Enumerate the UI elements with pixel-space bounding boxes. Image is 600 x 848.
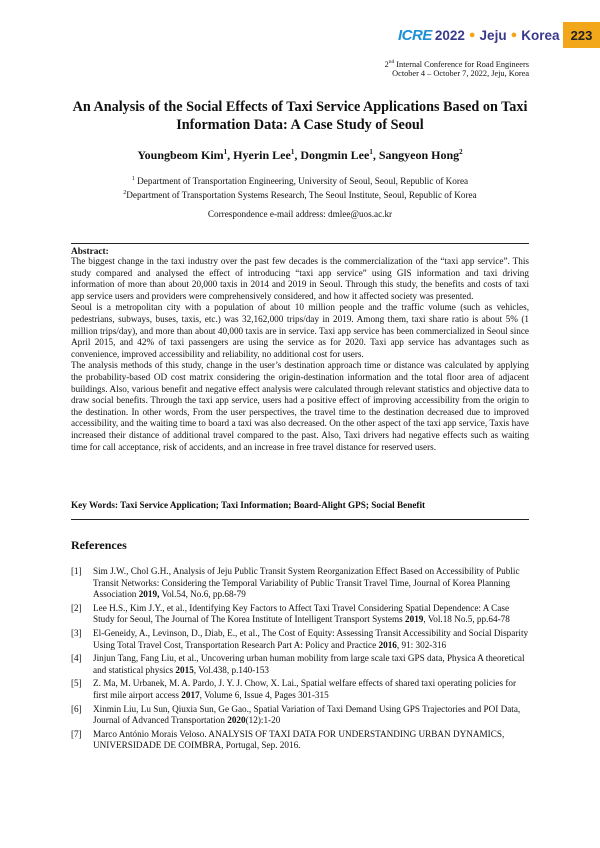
paper-title: An Analysis of the Social Effects of Taxi Service Applications Based on Taxi Information Data: A Case Study of Seoul [72, 99, 528, 133]
logo-year: 2022 [434, 27, 465, 43]
reference-item [71, 653, 529, 676]
reference-item [71, 603, 529, 626]
reference-list [71, 566, 529, 754]
reference-number: [1] [71, 566, 82, 576]
reference-text: Sim J.W., Chol G.H., Analysis of Jeju Public Transit System Reorganization Effect Based on Accessibility of Public Transit Networks: Considering the Temporal Variability of Public Transit Travel Time, Journal of Korea Planning Association 2019, Vol.54, No.6, pp.68-79 [93, 566, 520, 600]
affiliation-line: $^2$Department of Transportation Systems Research, The Seoul Institute, Seoul, Republic of Korea [123, 189, 477, 200]
keywords: Key Words: Taxi Service Application; Taxi Information; Board-Alight GPS; Social Benefit [71, 500, 426, 510]
author-list: Youngbeom Kim$^1$, Hyerin Lee$^1$, Dongmin Lee$^1$, Sangyeon Hong$^2$ [137, 148, 463, 162]
conference-line-2: October 4 – October 7, 2022, Jeju, Korea [392, 69, 529, 79]
reference-text: El-Geneidy, A., Levinson, D., Diab, E., et al., The Cost of Equity: Assessing Transit Accessibility and Social Disparity Using Total Travel Cost, Transportation Research Part A: Policy and Practice 2016, 91: 302-316 [93, 627, 529, 650]
reference-text: Lee H.S., Kim J.Y., et al., Identifying Key Factors to Affect Taxi Travel Considering Spatial Dependence: A Case Study for Seoul, The Journal of The Korea Institute of Intelligent Transport Systems 2019, Vol.18 No.5, pp.64-78 [93, 602, 510, 625]
conference-line-1: 2nd Internal Conference for Road Engineers [384, 59, 529, 69]
reference-text: Jinjun Tang, Fang Liu, et al., Uncovering urban human mobility from large scale taxi GPS data, Physica A theoretical and statistical physics 2015, Vol.438, p.140-153 [93, 653, 525, 675]
reference-item [71, 678, 529, 701]
abstract-heading: Abstract: [71, 247, 109, 257]
conference-info [385, 58, 529, 79]
author-name: Hyerin Lee$^1$ [233, 148, 295, 162]
reference-number: [2] [71, 602, 82, 613]
author-name: Sangyeon Hong$^2$ [378, 148, 463, 162]
reference-number: [6] [71, 703, 82, 714]
author-name: Dongmin Lee$^1$ [300, 148, 373, 162]
references-heading: References [71, 538, 127, 552]
abstract-paragraph: The biggest change in the taxi industry over the past few decades is the commercialization of the “taxi app service”. This study compared and analysed the effect of introducing “taxi app service” using GIS information and taxi driving information of more than about 20,000 taxis in 2014 and 2019 in Seoul. Through this study, the benefits and costs of taxi app service users and providers were comprehensively considered, and how it affected society was presented. [71, 256, 529, 301]
reference-item [71, 566, 529, 601]
page-number: 223 [563, 22, 600, 48]
abstract-paragraph: The analysis methods of this study, change in the user’s destination approach time or distance was calculated by applying the probability-based OD cost matrix considering the origin-destination information and the total floor area of adjacent buildings. Also, various benefit and negative effect analysis were calculated through relevant statistics and objective data to draw social benefits. Through the taxi app service, users had a positive effect of improving accessibility from the origin to the destination. In other words, From the user perspectives, the travel time to the destination decreased due to improved accessibility, and the waiting time to board a taxi was also decreased. On the other aspect of the taxi app service, Taxis have increased their distance of additional travel compared to the past. Also, Taxi drivers had negative effects such as waiting time for call acceptance, risk of accidents, and an increase in free travel distance for reserved users. [71, 360, 529, 452]
reference-number: [5] [71, 678, 82, 689]
divider-top [71, 243, 529, 244]
reference-text: Z. Ma, M. Urbanek, M. A. Pardo, J. Y. J. Chow, X. Lai., Spatial welfare effects of shared taxi operating policies for first mile airport access 2017, Volume 6, Issue 4, Pages 301-315 [93, 678, 517, 700]
reference-number: [4] [71, 653, 82, 664]
logo-country: Korea [521, 27, 560, 43]
conference-logo [398, 24, 559, 46]
correspondence-email: Correspondence e-mail address: dmlee@uos.ac.kr [207, 209, 393, 219]
reference-item [71, 729, 529, 752]
abstract-body [71, 256, 529, 453]
bullet-icon: ● [510, 29, 518, 41]
author-name: Youngbeom Kim$^1$ [137, 148, 228, 162]
logo-city: Jeju [479, 27, 507, 43]
reference-item [71, 704, 529, 727]
abstract-paragraph: Seoul is a metropolitan city with a population of about 10 million people and the traffic volume (such as vehicles, pedestrians, subways, buses, taxis, etc.) was 32,162,000 trips/day in 2019. Among them, taxi share ratio is about 5% (1 million trips/day), and more than about 40,000 taxis are in service. Taxi app service has been commercialized in Seoul since April 2015, and 42% of taxi passengers are using the service as for 2020. Taxi app service has advantages such as convenience, improved accessibility and reliability, no additional cost for users. [71, 302, 529, 359]
reference-text: Xinmin Liu, Lu Sun, Qiuxia Sun, Ge Gao., Spatial Variation of Taxi Demand Using GPS Trajectories and POI Data, Journal of Advanced Transportation 2020(12):1-20 [93, 703, 521, 726]
affiliations [60, 174, 540, 201]
reference-item [71, 628, 529, 651]
logo-mark: ICRE [398, 26, 432, 44]
reference-text: Marco António Morais Veloso. ANALYSIS OF TAXI DATA FOR UNDERSTANDING URBAN DYNAMICS, UNIVERSIDADE DE COIMBRA, Portugal, Sep. 2016. [93, 728, 505, 751]
affiliation-line: $^1$ Department of Transportation Engineering, University of Seoul, Seoul, Republic of Korea [131, 176, 469, 187]
divider-bottom [71, 519, 529, 520]
reference-number: [3] [71, 627, 82, 638]
reference-number: [7] [71, 728, 82, 739]
bullet-icon: ● [468, 29, 476, 41]
